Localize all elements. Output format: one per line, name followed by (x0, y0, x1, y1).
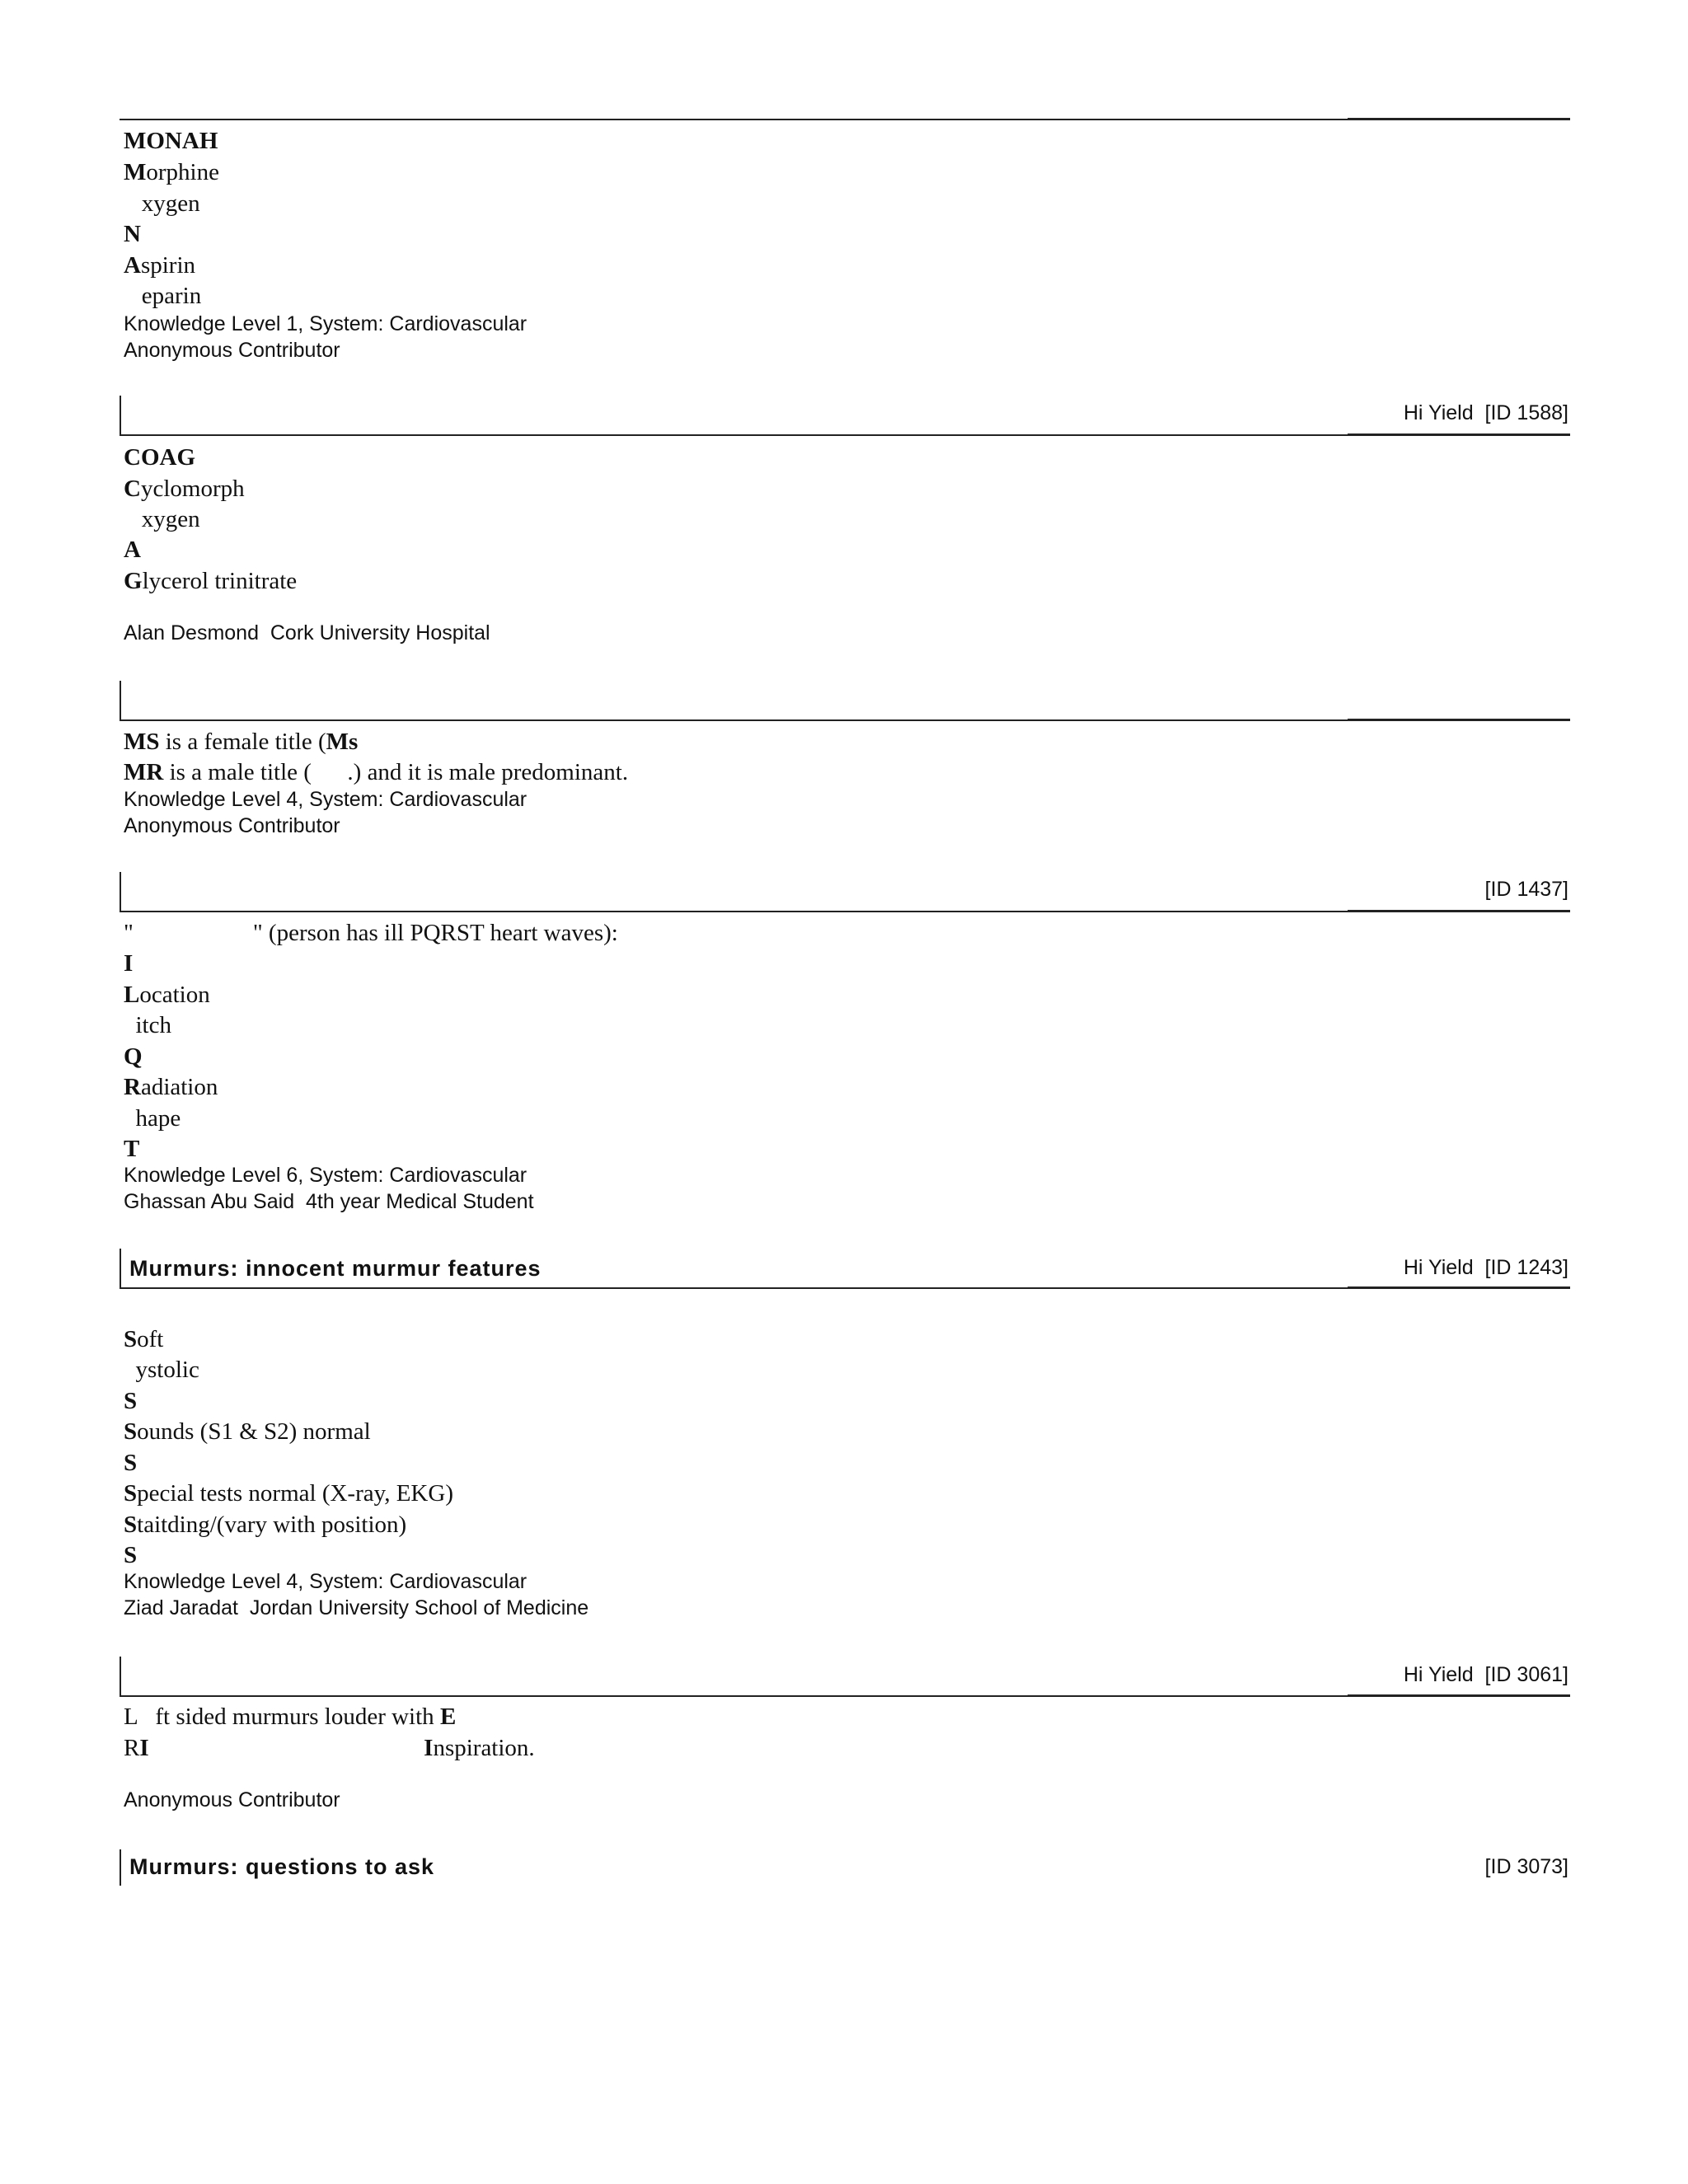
divider-marker (120, 872, 121, 912)
mnemonic-line: Q (124, 1043, 143, 1070)
mnemonic-line: Radiation (124, 1074, 218, 1100)
divider-marker (120, 1657, 121, 1696)
mnemonic-line: Cyclomorph (124, 476, 245, 502)
divider-marker (120, 1249, 121, 1288)
mnemonic-line: MONAH (124, 128, 218, 154)
mnemonic-line: Sounds (S1 & S2) normal (124, 1418, 371, 1445)
contributor: Anonymous Contributor (124, 339, 340, 362)
text-line: MS is a female title (Ms (124, 729, 359, 755)
mnemonic-line: S (124, 1542, 138, 1568)
mnemonic-line: ystolic (124, 1357, 199, 1383)
knowledge-level: Knowledge Level 1, System: Cardiovascular (124, 312, 528, 335)
divider-marker (120, 1849, 121, 1886)
mnemonic-line: Special tests normal (X-ray, EKG) (124, 1480, 453, 1507)
id-tag: Hi Yield [ID 3061] (1403, 1663, 1568, 1686)
divider-accent (1348, 719, 1570, 721)
knowledge-level: Knowledge Level 6, System: Cardiovascular (124, 1164, 528, 1187)
mnemonic-line: Location (124, 982, 210, 1008)
divider-accent (1348, 1694, 1570, 1697)
mnemonic-line: I (124, 950, 134, 977)
divider-accent (1348, 434, 1570, 436)
mnemonic-line: xygen (124, 506, 200, 532)
mnemonic-line: S (124, 1388, 138, 1414)
mnemonic-line: T (124, 1136, 140, 1162)
divider-marker (120, 681, 121, 720)
divider-accent (1348, 1286, 1570, 1289)
mnemonic-line: Morphine (124, 159, 219, 185)
mnemonic-line: N (124, 221, 141, 247)
contributor: Anonymous Contributor (124, 814, 340, 837)
contributor: Alan Desmond Cork University Hospital (124, 621, 490, 644)
id-tag: [ID 1437] (1484, 878, 1568, 901)
mnemonic-line: Glycerol trinitrate (124, 568, 298, 594)
text-line: L ft sided murmurs louder with E (124, 1704, 457, 1730)
mnemonic-line: A (124, 537, 141, 563)
text-line: RI Inspiration. (124, 1735, 535, 1761)
mnemonic-line: eparin (124, 283, 202, 309)
contributor: Ziad Jaradat Jordan University School of Medicine (124, 1596, 589, 1619)
mnemonic-line: itch (124, 1012, 171, 1038)
mnemonic-line: xygen (124, 190, 200, 217)
mnemonic-line: Aspirin (124, 252, 196, 279)
knowledge-level: Knowledge Level 4, System: Cardiovascular (124, 788, 528, 811)
id-tag: [ID 3073] (1484, 1855, 1568, 1878)
divider-marker (120, 396, 121, 435)
knowledge-level: Knowledge Level 4, System: Cardiovascular (124, 1570, 528, 1593)
entry-heading: Murmurs: questions to ask (129, 1854, 435, 1879)
mnemonic-line: COAG (124, 444, 195, 471)
entry-heading: Murmurs: innocent murmur features (129, 1256, 542, 1281)
text-line: MR is a male title ( .) and it is male predominant. (124, 759, 629, 785)
mnemonic-line: Staitding/(vary with position) (124, 1511, 407, 1538)
divider-accent (1348, 118, 1570, 120)
contributor: Anonymous Contributor (124, 1788, 340, 1811)
mnemonic-line: Soft (124, 1326, 164, 1352)
contributor: Ghassan Abu Said 4th year Medical Student (124, 1190, 534, 1213)
divider-accent (1348, 910, 1570, 912)
mnemonic-line: hape (124, 1105, 181, 1132)
id-tag: Hi Yield [ID 1243] (1403, 1256, 1568, 1279)
mnemonic-line: S (124, 1450, 138, 1476)
id-tag: Hi Yield [ID 1588] (1403, 401, 1568, 424)
text-line: " " (person has ill PQRST heart waves): (124, 920, 618, 946)
